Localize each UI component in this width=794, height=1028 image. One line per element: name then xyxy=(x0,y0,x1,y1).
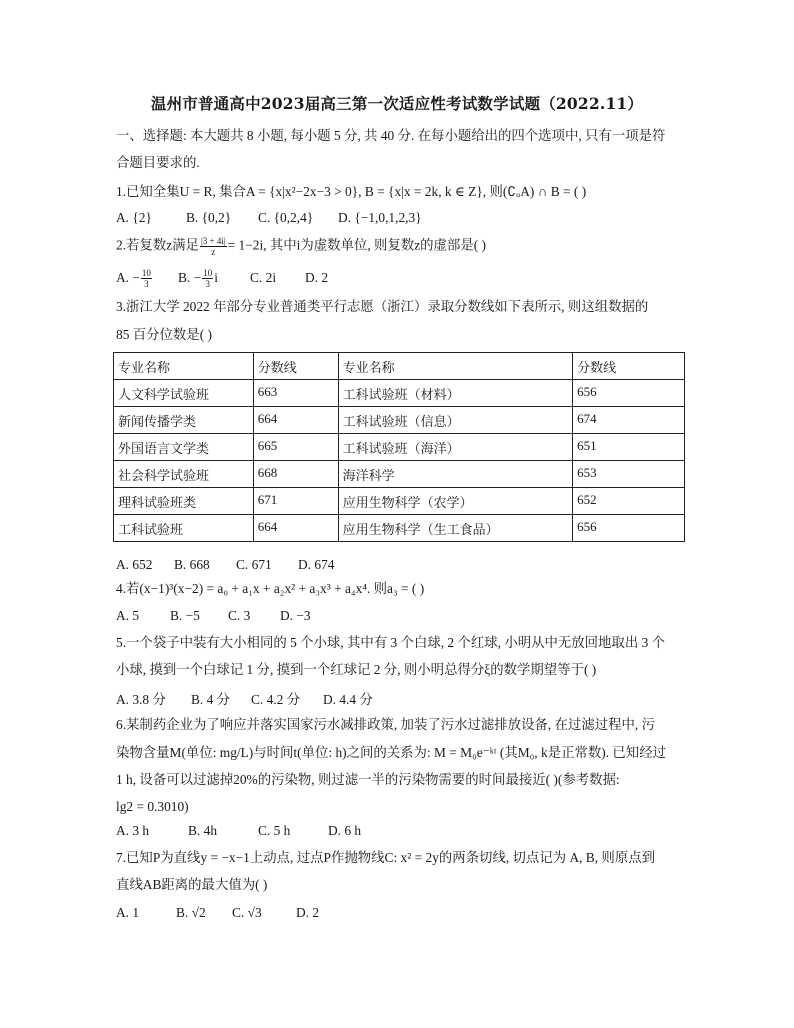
option-a: A. 3 h xyxy=(116,823,150,838)
table-cell: 海洋科学 xyxy=(338,461,573,488)
table-cell: 651 xyxy=(573,434,685,461)
question-3-stem-line-1: 3.浙江大学 2022 年部分专业普通类平行志愿（浙江）录取分数线如下表所示, 则这组数据的 xyxy=(116,299,649,314)
option-a: A. 3.8 分 xyxy=(116,692,166,707)
option-b: B. 4 分 xyxy=(191,692,231,707)
question-7-stem-line-1: 7.已知P为直线y = −x−1上动点, 过点P作抛物线C: x² = 2y的两条切线, 切点记为 A, B, 则原点到 xyxy=(116,850,655,865)
question-6-options xyxy=(116,823,361,839)
table-cell: 665 xyxy=(253,434,338,461)
table-cell: 652 xyxy=(573,488,685,515)
option-c: C. {0,2,4} xyxy=(258,210,314,225)
table-cell: 653 xyxy=(573,461,685,488)
option-d: D. 6 h xyxy=(328,823,362,838)
table-cell: 人文科学试验班 xyxy=(114,380,254,407)
table-header-cell: 专业名称 xyxy=(338,353,573,380)
question-2-stem xyxy=(116,236,486,257)
table-cell: 656 xyxy=(573,515,685,542)
option-c: C. 2i xyxy=(250,269,277,285)
table-cell: 应用生物科学（农学） xyxy=(338,488,573,515)
option-a: A. − $\frac{10}{3}$ xyxy=(116,268,151,289)
table-cell: 664 xyxy=(253,407,338,434)
option-b: B. {0,2} xyxy=(186,210,232,225)
option-d: D. 674 xyxy=(298,557,335,572)
table-row xyxy=(114,407,685,434)
table-cell: 新闻传播学类 xyxy=(114,407,254,434)
question-6-stem-line-4: lg2 = 0.3010) xyxy=(116,799,189,814)
table-header-cell: 分数线 xyxy=(573,353,685,380)
question-5-stem-line-1: 5.一个袋子中装有大小相同的 5 个小球, 其中有 3 个白球, 2 个红球, 小明从中无放回地取出 3 个 xyxy=(116,635,666,650)
q2-stem-pre: 2.若复数z满足 xyxy=(116,237,199,253)
q2-stem-post: = 1−2i, 其中i为虚数单位, 则复数z的虚部是( ) xyxy=(227,237,486,253)
table-header-row xyxy=(114,353,685,380)
table-cell: 工科试验班（信息） xyxy=(338,407,573,434)
table-cell: 668 xyxy=(253,461,338,488)
table-cell: 工科试验班 xyxy=(114,515,254,542)
option-d: D. 2 xyxy=(305,269,329,285)
option-a: A. {2} xyxy=(116,210,152,225)
question-1-stem: 1.已知全集U = R, 集合A = {x|x²−2x−3 > 0}, B = {x|x = 2k, k ∈ Z}, 则(∁ᵤA) ∩ B = ( ) xyxy=(116,184,587,199)
option-c: C. √3 xyxy=(232,905,262,920)
question-7-stem-line-2: 直线AB距离的最大值为( ) xyxy=(116,877,268,892)
option-c: C. 3 xyxy=(228,608,251,623)
question-5-stem-line-2: 小球, 摸到一个白球记 1 分, 摸到一个红球记 2 分, 则小明总得分ξ的数学期望等于( ) xyxy=(116,662,597,677)
option-d: D. −3 xyxy=(280,608,311,623)
table-header-cell: 分数线 xyxy=(253,353,338,380)
table-cell: 664 xyxy=(253,515,338,542)
option-b: B. −5 xyxy=(170,608,200,623)
table-cell: 理科试验班类 xyxy=(114,488,254,515)
page-title: 温州市普通高中2023届高三第一次适应性考试数学试题（2022.11） xyxy=(150,94,644,113)
option-b: B. 668 xyxy=(174,557,210,572)
question-1-options xyxy=(116,210,422,226)
q2-frac-den: z xyxy=(211,247,216,257)
table-cell: 674 xyxy=(573,407,685,434)
option-d: D. 4.4 分 xyxy=(323,692,373,707)
option-c: C. 671 xyxy=(236,557,272,572)
option-a: A. 5 xyxy=(116,608,140,623)
question-6-stem-line-2: 染物含量M(单位: mg/L)与时间t(单位: h)之间的关系为: M = M₀e⁻ᵏᵗ (其M₀, k是正常数). 已知经过 xyxy=(116,745,666,760)
question-2-options xyxy=(116,268,328,289)
option-d: D. {−1,0,1,2,3} xyxy=(338,210,422,225)
table-row xyxy=(114,488,685,515)
table-row xyxy=(114,434,685,461)
score-table xyxy=(113,352,685,542)
table-row xyxy=(114,461,685,488)
question-3-options xyxy=(116,557,334,573)
table-header-cell: 专业名称 xyxy=(114,353,254,380)
section-intro-line-1: 一、选择题: 本大题共 8 小题, 每小题 5 分, 共 40 分. 在每小题给出的四个选项中, 只有一项是符 xyxy=(116,128,666,143)
table-cell: 671 xyxy=(253,488,338,515)
question-3-stem-line-2: 85 百分位数是( ) xyxy=(116,327,212,342)
table-row xyxy=(114,380,685,407)
table-cell: 工科试验班（材料） xyxy=(338,380,573,407)
option-a: A. 1 xyxy=(116,905,140,920)
table-cell: 工科试验班（海洋） xyxy=(338,434,573,461)
table-cell: 663 xyxy=(253,380,338,407)
question-5-options xyxy=(116,689,373,708)
question-7-options xyxy=(116,905,319,921)
option-a: A. 652 xyxy=(116,557,153,572)
table-cell: 应用生物科学（生工食品） xyxy=(338,515,573,542)
question-4-stem: 4.若(x−1)³(x−2) = a₀ + a₁x + a₂x² + a₃x³ + a₄x⁴. 则a₃ = ( ) xyxy=(116,581,425,596)
option-b: B. − $\frac{10}{3}$ i xyxy=(178,268,218,289)
table-cell: 656 xyxy=(573,380,685,407)
question-6-stem-line-3: 1 h, 设备可以过滤掉20%的污染物, 则过滤一半的污染物需要的时间最接近( )(参考数据: xyxy=(116,772,620,787)
option-c: C. 5 h xyxy=(258,823,291,838)
option-b: B. 4h xyxy=(188,823,218,838)
option-b: B. √2 xyxy=(176,905,206,920)
section-intro-line-2: 合题目要求的. xyxy=(116,155,200,170)
table-row xyxy=(114,515,685,542)
question-6-stem-line-1: 6.某制药企业为了响应并落实国家污水减排政策, 加装了污水过滤排放设备, 在过滤过程中, 污 xyxy=(116,717,655,732)
table-cell: 外国语言文学类 xyxy=(114,434,254,461)
option-d: D. 2 xyxy=(296,905,320,920)
q2-frac-num: |3 + 4i| xyxy=(200,236,226,246)
table-cell: 社会科学试验班 xyxy=(114,461,254,488)
question-4-options xyxy=(116,608,311,624)
option-c: C. 4.2 分 xyxy=(251,692,301,707)
q2-fraction xyxy=(200,236,227,257)
